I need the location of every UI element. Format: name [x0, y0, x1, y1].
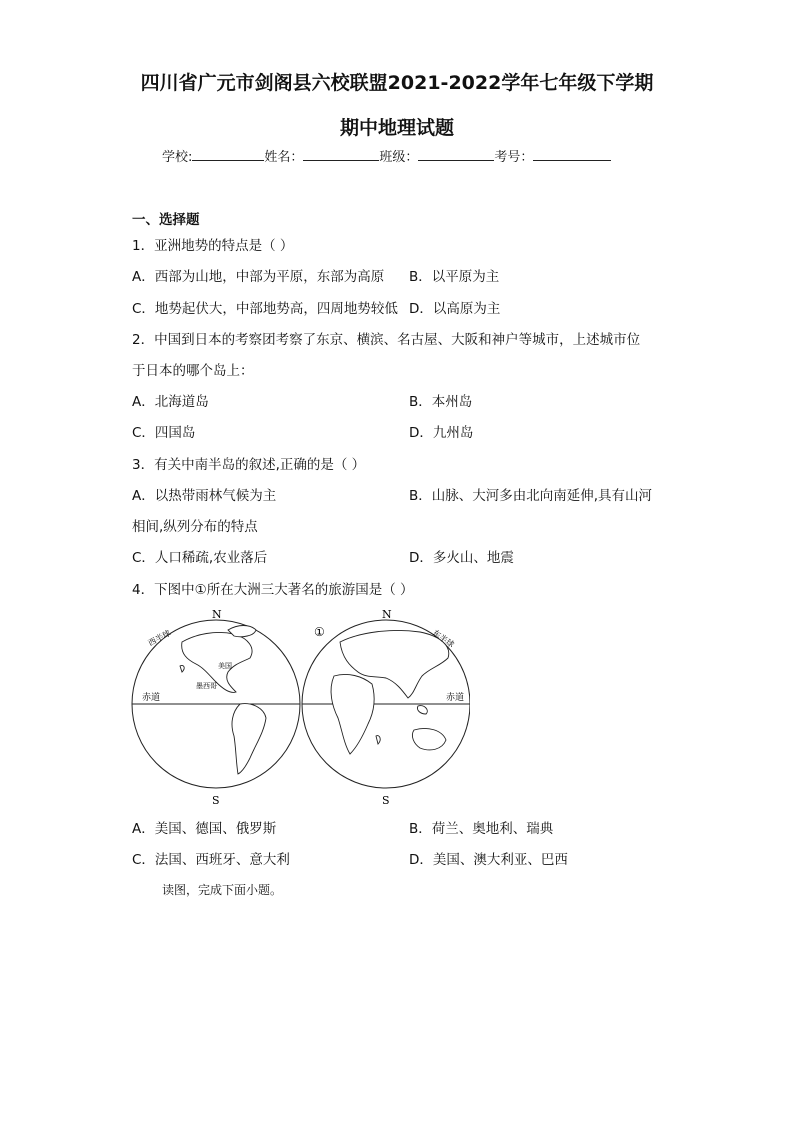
q2-stem-line2: 于日本的哪个岛上： — [132, 363, 254, 379]
equator-label-left: 赤道 — [142, 693, 161, 703]
q1-option-b: B．以平原为主 — [409, 269, 500, 285]
q1-option-a: A．西部为山地，中部为平原，东部为高原 — [132, 269, 385, 285]
student-info-row — [162, 146, 611, 165]
q1-option-d: D．以高原为主 — [409, 301, 501, 317]
q2-option-c: C．四国岛 — [132, 425, 196, 441]
q2-option-b: B．本州岛 — [409, 394, 473, 410]
equator-label-right: 赤道 — [446, 693, 465, 703]
q4-stem: 4．下图中①所在大洲三大著名的旅游国是（ ） — [132, 582, 414, 598]
class-label: 班级： — [379, 150, 419, 165]
north-label-left: N — [212, 608, 222, 621]
eastern-continents — [331, 630, 449, 754]
name-field[interactable] — [303, 148, 379, 161]
q4-option-a: A．美国、德国、俄罗斯 — [132, 821, 277, 837]
q4-option-b: B．荷兰、奥地利、瑞典 — [409, 821, 554, 837]
south-label-right: S — [382, 794, 390, 806]
id-field[interactable] — [533, 148, 611, 161]
marker-one: ① — [314, 625, 325, 639]
q3-option-b-line1: B．山脉、大河多由北向南延伸,具有山河 — [409, 488, 653, 504]
usa-label: 美国 — [218, 662, 232, 670]
q4-option-d: D．美国、澳大利亚、巴西 — [409, 852, 568, 868]
page-title-line2: 期中地理试题 — [339, 117, 454, 139]
class-field[interactable] — [418, 148, 494, 161]
q3-option-a: A．以热带雨林气候为主 — [132, 488, 277, 504]
q3-option-d: D．多火山、地震 — [409, 550, 514, 566]
western-continents — [180, 626, 266, 775]
hemisphere-map — [130, 606, 470, 806]
school-field[interactable] — [192, 148, 264, 161]
q3-option-c: C．人口稀疏,农业落后 — [132, 550, 268, 566]
q1-option-c: C．地势起伏大，中部地势高，四周地势较低 — [132, 301, 398, 317]
south-label-left: S — [212, 794, 220, 806]
mexico-label: 墨西哥 — [196, 682, 217, 690]
page-title-line1: 四川省广元市剑阁县六校联盟2021-2022学年七年级下学期 — [140, 72, 654, 94]
q2-option-d: D．九州岛 — [409, 425, 474, 441]
name-label: 姓名： — [264, 150, 304, 165]
section-title: 一、选择题 — [132, 212, 200, 228]
q2-option-a: A．北海道岛 — [132, 394, 209, 410]
q1-stem: 1．亚洲地势的特点是（ ） — [132, 238, 294, 254]
q2-stem-line1: 2．中国到日本的考察团考察了东京、横滨、名古屋、大阪和神户等城市，上述城市位 — [132, 332, 641, 348]
id-label: 考号： — [494, 150, 534, 165]
school-label: 学校: — [162, 150, 193, 165]
q3-option-b-line2: 相间,纵列分布的特点 — [132, 519, 258, 535]
reading-note: 读图，完成下面小题。 — [162, 883, 283, 897]
east-hemisphere-label: 东半球 — [430, 628, 456, 650]
q4-option-c: C．法国、西班牙、意大利 — [132, 852, 290, 868]
north-label-right: N — [382, 608, 392, 621]
west-hemisphere-label: 西半球 — [146, 628, 173, 648]
q3-stem: 3．有关中南半岛的叙述,正确的是（ ） — [132, 457, 366, 473]
